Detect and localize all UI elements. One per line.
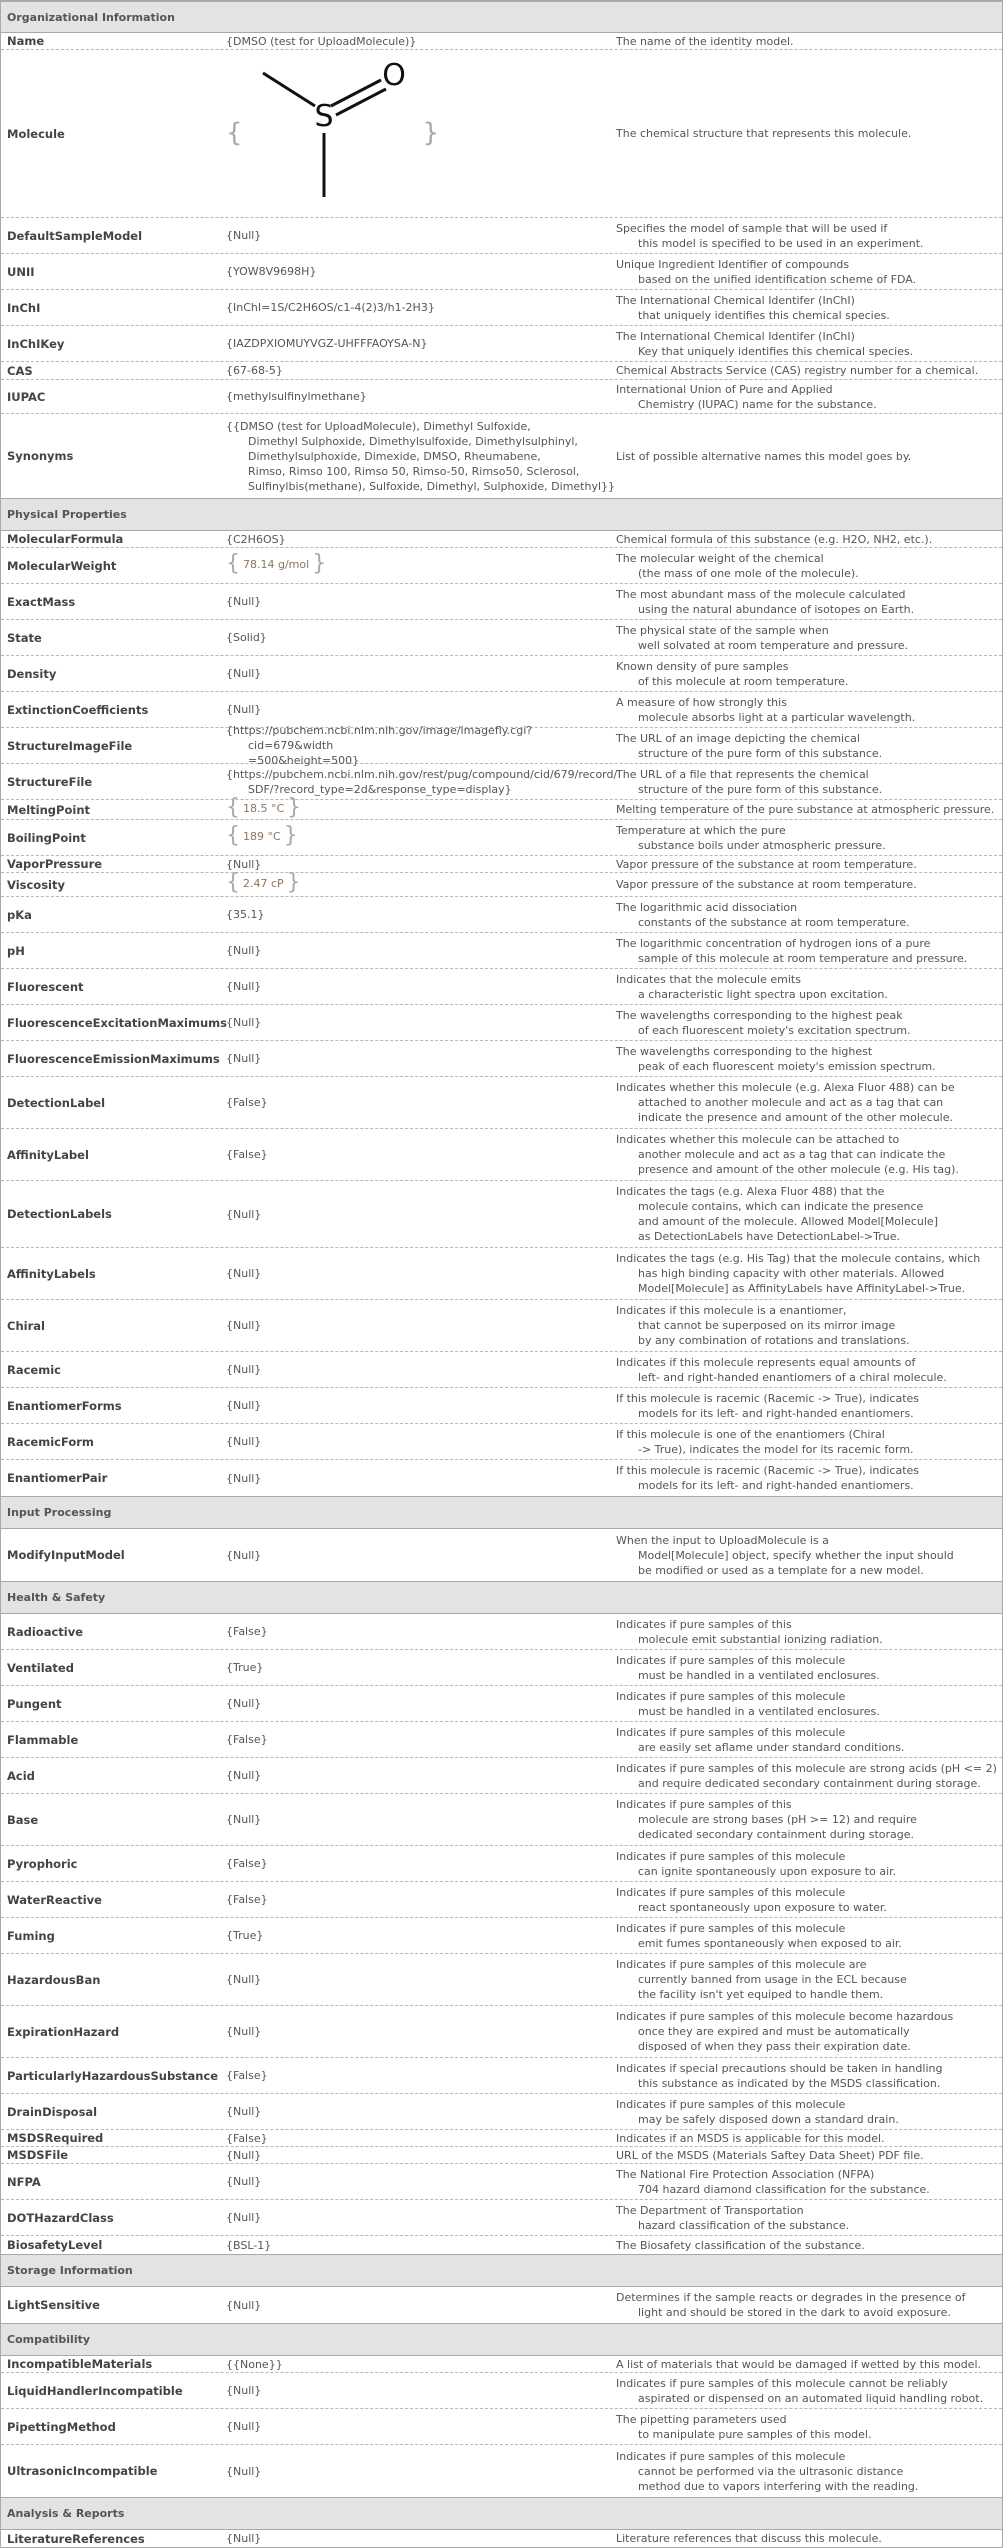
table-row (1, 584, 1002, 620)
property-value: {False} (226, 2131, 268, 2145)
table-row (1, 2200, 1002, 2236)
property-name: Racemic (7, 1362, 61, 1377)
table-row (1, 2130, 1002, 2147)
property-name: InChI (7, 300, 41, 315)
property-value: {https://pubchem.ncbi.nlm.nih.gov/rest/pug/compound/cid/679/record/ SDF/?record_type=2d&response_type=display} (226, 767, 618, 796)
property-description: Indicates if special precautions should be taken in handling this substance as indicated by the MSDS classification. (616, 2061, 943, 2090)
table-row (1, 969, 1002, 1005)
section-header-physical (1, 498, 1002, 531)
property-name: Viscosity (7, 877, 65, 892)
section-title: Physical Properties (7, 508, 127, 521)
property-value: {35.1} (226, 908, 265, 921)
property-description: Indicates if pure samples of this molecule are strong bases (pH >= 12) and require dedicated secondary containment during storage. (616, 1798, 917, 1841)
property-description: Indicates the tags (e.g. His Tag) that the molecule contains, which has high binding capacity with other materials. Allowed Model[Molecule] as AffinityLabels have AffinityLabel->True. (616, 1252, 981, 1295)
table-row (1, 1129, 1002, 1181)
property-description: Indicates if pure samples of this molecule become hazardous once they are expired and must be automatically disposed of when they pass their expiration date. (616, 2010, 954, 2053)
table-row (1, 724, 1002, 767)
property-value: {Null} (226, 229, 262, 242)
property-value: {Null} (226, 667, 262, 680)
property-description: The logarithmic concentration of hydrogen ions of a pure sample of this molecule at room temperature and pressure. (616, 936, 968, 965)
property-name: MSDSRequired (7, 2131, 104, 2145)
property-description: Chemical formula of this substance (e.g. H2O, NH2, etc.). (616, 532, 933, 546)
property-value: {Null} (226, 2420, 262, 2433)
property-description: The Biosafety classification of the substance. (616, 2238, 865, 2252)
property-description: A list of materials that would be damaged if wetted by this model. (616, 2357, 982, 2371)
table-row (1, 820, 1002, 856)
property-value: {Solid} (226, 631, 267, 644)
property-name: MSDSFile (7, 2148, 69, 2162)
table-row (1, 326, 1002, 362)
quantity-value: 78.14 g/mol (243, 557, 310, 571)
property-name: WaterReactive (7, 1892, 102, 1907)
property-description: A measure of how strongly this molecule absorbs light at a particular wavelength. (616, 695, 916, 724)
property-value: {False} (226, 1625, 268, 1638)
property-name: ModifyInputModel (7, 1548, 125, 1562)
table-row (1, 290, 1002, 326)
property-name: Pungent (7, 1696, 62, 1711)
property-value: {Null} (226, 2384, 262, 2397)
property-value: { 18.5 °C } (226, 794, 302, 820)
property-value: {{None}} (226, 2357, 283, 2371)
table-row (1, 1248, 1002, 1300)
table-row (1, 2409, 1002, 2445)
property-value: {DMSO (test for UploadMolecule)} (226, 34, 417, 48)
property-description: The URL of a file that represents the chemical structure of the pure form of this substance. (616, 767, 883, 796)
table-row (1, 531, 1002, 548)
table-row (1, 2356, 1002, 2373)
property-value: {True} (226, 1661, 264, 1674)
section-title: Storage Information (7, 2264, 133, 2277)
property-description: Indicates whether this molecule can be attached to another molecule and act as a tag that can indicate the presence and amount of the other molecule (e.g. His tag). (616, 1133, 959, 1176)
table-row (1, 33, 1002, 50)
molecule-structure (226, 50, 616, 217)
property-description: Indicates if pure samples of this molecule emit substantial ionizing radiation. (616, 1617, 883, 1646)
table-row (1, 869, 1002, 897)
property-description: Indicates that the molecule emits a characteristic light spectra upon excitation. (616, 972, 888, 1001)
property-value: {Null} (226, 1548, 262, 1562)
property-value: {Null} (226, 2148, 262, 2162)
table-row (1, 1077, 1002, 1129)
property-description: The wavelengths corresponding to the highest peak of each fluorescent moiety's excitation spectrum. (616, 1008, 911, 1037)
property-name: IUPAC (7, 389, 46, 404)
property-name: BiosafetyLevel (7, 2238, 103, 2252)
property-description: List of possible alternative names this model goes by. (616, 449, 912, 463)
table-row (1, 50, 1002, 218)
property-description: Indicates if pure samples of this molecule cannot be reliably aspirated or dispensed on an automated liquid handling robot. (616, 2376, 984, 2405)
table-row (1, 1794, 1002, 1846)
property-description: Indicates if pure samples of this molecule can ignite spontaneously upon exposure to air. (616, 1849, 897, 1878)
property-name: StructureFile (7, 774, 93, 789)
property-name: ExpirationHazard (7, 2024, 120, 2039)
property-name: AffinityLabels (7, 1266, 96, 1281)
property-value: { 78.14 g/mol } (226, 550, 327, 576)
property-name: LightSensitive (7, 2298, 100, 2312)
quantity-value: 189 °C (243, 829, 281, 843)
section-header-compatibility (1, 2323, 1002, 2356)
property-name: Molecule (7, 126, 65, 141)
table-row (1, 1686, 1002, 1722)
property-name: Synonyms (7, 449, 74, 463)
property-value: {Null} (226, 1399, 262, 1412)
property-value: {https://pubchem.ncbi.nlm.nih.gov/image/imagefly.cgi?cid=679&width =500&height=500} (226, 724, 533, 767)
quantity-value: 18.5 °C (243, 801, 285, 815)
section-title: Compatibility (7, 2333, 91, 2346)
table-row (1, 1954, 1002, 2006)
property-value: {Null} (226, 1363, 262, 1376)
table-row (1, 2058, 1002, 2094)
property-description: If this molecule is one of the enantiomers (Chiral -> True), indicates the model for its racemic form. (616, 1427, 914, 1456)
property-description: Determines if the sample reacts or degrades in the presence of light and should be stored in the dark to avoid exposure. (616, 2291, 966, 2319)
property-name: HazardousBan (7, 1972, 101, 1987)
property-description: Indicates if pure samples of this molecule must be handled in a ventilated enclosures. (616, 1689, 880, 1718)
property-description: Chemical Abstracts Service (CAS) registry number for a chemical. (616, 364, 979, 377)
property-name: IncompatibleMaterials (7, 2357, 153, 2371)
property-name: MeltingPoint (7, 802, 90, 817)
property-value: {BSL-1} (226, 2238, 272, 2252)
property-description: Indicates if pure samples of this molecule react spontaneously upon exposure to water. (616, 1885, 887, 1914)
table-row (1, 1388, 1002, 1424)
property-name: Acid (7, 1768, 35, 1783)
property-name: VaporPressure (7, 857, 103, 871)
table-row (1, 1460, 1002, 1496)
molecule-drawing (243, 51, 423, 217)
property-value: {Null} (226, 1319, 262, 1332)
property-name: Flammable (7, 1732, 79, 1747)
property-value: {Null} (226, 1769, 262, 1782)
property-description: Indicates if pure samples of this molecule are currently banned from usage in the ECL because the facility isn't yet equiped to handle them. (616, 1958, 907, 2001)
property-name: AffinityLabel (7, 1147, 89, 1162)
property-description: Literature references that discuss this molecule. (616, 2532, 882, 2545)
property-description: The name of the identity model. (616, 34, 794, 48)
table-row (1, 856, 1002, 873)
table-row (1, 414, 1002, 498)
property-name: pH (7, 943, 25, 958)
table-row (1, 656, 1002, 692)
property-value: {Null} (226, 2532, 262, 2545)
atom-oxygen: O (381, 57, 406, 93)
property-description: Indicates if this molecule is a enantiomer, that cannot be superposed on its mirror image by any combination of rotations and translations. (616, 1304, 910, 1347)
property-value: {C2H6OS} (226, 532, 286, 546)
table-row (1, 1181, 1002, 1248)
table-row (1, 1882, 1002, 1918)
property-value: {Null} (226, 980, 262, 993)
property-value: {InChI=1S/C2H6OS/c1-4(2)3/h1-2H3} (226, 301, 435, 314)
property-value: {Null} (226, 2025, 262, 2038)
table-row (1, 2094, 1002, 2130)
property-name: DrainDisposal (7, 2104, 98, 2119)
property-name: NFPA (7, 2174, 41, 2189)
section-title: Analysis & Reports (7, 2507, 125, 2520)
property-name: EnantiomerPair (7, 1471, 108, 1485)
property-name: Radioactive (7, 1624, 84, 1639)
property-value: {Null} (226, 1052, 262, 1065)
section-title: Input Processing (7, 1506, 112, 1519)
section-header-organizational (1, 1, 1002, 33)
table-row (1, 2164, 1002, 2200)
property-description: Known density of pure samples of this molecule at room temperature. (616, 659, 849, 688)
property-value: {Null} (226, 857, 262, 871)
property-value: {False} (226, 2069, 268, 2082)
table-row (1, 1846, 1002, 1882)
property-description: Indicates if an MSDS is applicable for this model. (616, 2131, 885, 2145)
property-description: The most abundant mass of the molecule calculated using the natural abundance of isotopes on Earth. (616, 587, 915, 616)
section-header-analysis (1, 2497, 1002, 2530)
table-row (1, 362, 1002, 380)
property-value: {False} (226, 1096, 268, 1109)
property-value: {Null} (226, 2464, 262, 2478)
property-name: LiteratureReferences (7, 2531, 145, 2546)
section-title: Organizational Information (7, 10, 175, 24)
property-description: The International Chemical Identifer (InChI) that uniquely identifies this chemical species. (616, 293, 890, 322)
property-name: UltrasonicIncompatible (7, 2464, 158, 2478)
property-description: Indicates if pure samples of this molecule are strong acids (pH <= 2) and require dedicated secondary containment during storage. (616, 1761, 997, 1790)
table-row (1, 2147, 1002, 2164)
property-name: BoilingPoint (7, 830, 86, 845)
property-name: Base (7, 1812, 39, 1827)
property-value: {YOW8V9698H} (226, 265, 317, 278)
table-row (1, 1352, 1002, 1388)
property-name: ExactMass (7, 594, 76, 609)
table-row (1, 2530, 1002, 2547)
section-title: Health & Safety (7, 1591, 106, 1604)
property-value: {Null} (226, 2105, 262, 2118)
property-description: The National Fire Protection Association (NFPA) 704 hazard diamond classification for the substance. (616, 2167, 930, 2196)
quantity-value: 2.47 cP (243, 876, 284, 890)
property-value: {Null} (226, 1207, 262, 1221)
property-value: {methylsulfinylmethane} (226, 390, 367, 403)
property-name: DetectionLabel (7, 1095, 106, 1110)
property-value: {Null} (226, 1016, 262, 1029)
property-name: DOTHazardClass (7, 2210, 114, 2225)
property-name: InChIKey (7, 336, 65, 351)
property-value: {67-68-5} (226, 364, 283, 377)
property-name: Density (7, 666, 57, 681)
property-description: Unique Ingredient Identifier of compounds based on the unified identification scheme of FDA. (616, 257, 917, 286)
property-value: {Null} (226, 1267, 262, 1280)
property-name: UNII (7, 264, 35, 279)
property-description: Indicates if pure samples of this molecule must be handled in a ventilated enclosures. (616, 1653, 880, 1682)
property-name: MolecularWeight (7, 558, 117, 573)
property-description: The International Chemical Identifer (InChI) Key that uniquely identifies this chemical species. (616, 329, 914, 358)
table-row (1, 1005, 1002, 1041)
property-value: {Null} (226, 944, 262, 957)
section-header-storage (1, 2254, 1002, 2287)
property-value: {True} (226, 1929, 264, 1942)
property-description: Vapor pressure of the substance at room temperature. (616, 857, 917, 871)
property-name: Fluorescent (7, 979, 84, 994)
property-description: URL of the MSDS (Materials Saftey Data Sheet) PDF file. (616, 2148, 924, 2162)
table-row (1, 2006, 1002, 2058)
property-description: The Department of Transportation hazard classification of the substance. (616, 2203, 850, 2232)
property-name: CAS (7, 363, 33, 378)
property-value: {Null} (226, 1813, 262, 1826)
property-value: {IAZDPXIOMUYVGZ-UHFFFAOYSA-N} (226, 337, 428, 350)
property-value: {Null} (226, 1435, 262, 1448)
table-row (1, 2445, 1002, 2497)
property-description: The molecular weight of the chemical (the mass of one mole of the molecule). (616, 551, 859, 580)
property-description: Vapor pressure of the substance at room temperature. (616, 878, 917, 891)
table-row (1, 1300, 1002, 1352)
property-description: Specifies the model of sample that will be used if this model is specified to be used in an experiment. (616, 221, 924, 250)
table-row (1, 548, 1002, 584)
property-description: If this molecule is racemic (Racemic -> True), indicates models for its left- and right-handed enantiomers. (616, 1391, 920, 1420)
property-description: Indicates the tags (e.g. Alexa Fluor 488) that the molecule contains, which can indicate the presence and amount of the molecule. Allowed Model[Molecule] as DetectionLabels have DetectionLabel->True. (616, 1185, 938, 1243)
atom-sulfur: S (314, 98, 334, 134)
property-description: Indicates if this molecule represents equal amounts of left- and right-handed enantiomers of a chiral molecule. (616, 1355, 947, 1384)
property-description: The wavelengths corresponding to the highest peak of each fluorescent moiety's emission spectrum. (616, 1044, 936, 1073)
property-name: StructureImageFile (7, 738, 133, 753)
table-row (1, 2287, 1002, 2323)
table-row (1, 380, 1002, 414)
property-value: {False} (226, 1857, 268, 1870)
property-description: Indicates if pure samples of this molecule may be safely disposed down a standard drain. (616, 2097, 899, 2126)
property-name: State (7, 630, 42, 645)
property-value: {Null} (226, 595, 262, 608)
property-description: Indicates if pure samples of this molecule are easily set aflame under standard conditions. (616, 1725, 905, 1754)
table-row (1, 1650, 1002, 1686)
open-brace: { (226, 118, 243, 148)
property-name: FluorescenceExcitationMaximums (7, 1015, 227, 1030)
property-value: {Null} (226, 1973, 262, 1986)
property-name: EnantiomerForms (7, 1398, 122, 1413)
property-description: Indicates whether this molecule (e.g. Alexa Fluor 488) can be attached to another molecule and act as a tag that can indicate the presence and amount of the other molecule. (616, 1081, 955, 1124)
property-name: pKa (7, 907, 32, 922)
property-name: FluorescenceEmissionMaximums (7, 1051, 220, 1066)
property-value: {False} (226, 1148, 268, 1161)
property-description: Indicates if pure samples of this molecule emit fumes spontaneously when exposed to air. (616, 1921, 902, 1950)
property-name: Ventilated (7, 1660, 74, 1675)
property-value: {Null} (226, 1697, 262, 1710)
property-name: Fuming (7, 1928, 55, 1943)
table-row (1, 933, 1002, 969)
property-name: DetectionLabels (7, 1207, 112, 1221)
table-row (1, 1041, 1002, 1077)
property-name: PipettingMethod (7, 2419, 116, 2434)
table-row (1, 1722, 1002, 1758)
property-value: {False} (226, 1733, 268, 1746)
property-value: {Null} (226, 703, 262, 716)
property-description: The logarithmic acid dissociation constants of the substance at room temperature. (616, 900, 910, 929)
property-value: {{DMSO (test for UploadMolecule), Dimethyl Sulfoxide, Dimethyl Sulphoxide, Dimethylsulfoxide, Dimethylsulphinyl, Dimethylsulphoxide, Dimexide, DMSO, Rheumabene, Rimso, Rimso 100, Rimso 50, Rimso-50, Rimso50, Sclerosol, Sulfinylbis(methane), Sulfoxide, Dimethyl, Sulphoxide, Dimethyl}} (226, 419, 616, 493)
table-row (1, 897, 1002, 933)
property-description: The chemical structure that represents this molecule. (616, 127, 912, 140)
property-description: Melting temperature of the pure substance at atmospheric pressure. (616, 803, 995, 816)
table-row (1, 218, 1002, 254)
property-name: Chiral (7, 1318, 45, 1333)
property-name: ParticularlyHazardousSubstance (7, 2068, 219, 2083)
table-row (1, 1758, 1002, 1794)
section-header-input-processing (1, 1496, 1002, 1529)
table-row (1, 1918, 1002, 1954)
property-name: LiquidHandlerIncompatible (7, 2383, 183, 2398)
table-row (1, 1614, 1002, 1650)
table-row (1, 2236, 1002, 2254)
property-name: DefaultSampleModel (7, 228, 143, 243)
property-name: ExtinctionCoefficients (7, 702, 149, 717)
property-value: {Null} (226, 2211, 262, 2224)
property-name: Name (7, 34, 45, 48)
property-description: Indicates if pure samples of this molecule cannot be performed via the ultrasonic distance method due to vapors interfering with the reading. (616, 2449, 919, 2493)
property-value: { 2.47 cP } (226, 869, 301, 895)
property-name: Pyrophoric (7, 1856, 78, 1871)
table-row (1, 1424, 1002, 1460)
property-name: RacemicForm (7, 1434, 94, 1449)
property-value: {Null} (226, 2175, 262, 2188)
property-value: {False} (226, 1893, 268, 1906)
close-brace: } (422, 118, 440, 148)
table-row (1, 794, 1002, 820)
table-row (1, 254, 1002, 290)
property-value: {Null} (226, 1471, 262, 1485)
property-description: International Union of Pure and Applied Chemistry (IUPAC) name for the substance. (616, 382, 877, 411)
property-description: When the input to UploadMolecule is a Model[Molecule] object, specify whether the input should be modified or used as a template for a new model. (616, 1533, 954, 1577)
section-header-health-safety (1, 1581, 1002, 1614)
table-row (1, 764, 1002, 800)
property-description: Temperature at which the pure substance boils under atmospheric pressure. (616, 823, 886, 852)
table-row (1, 2373, 1002, 2409)
property-value: {Null} (226, 2298, 262, 2312)
property-name: MolecularFormula (7, 532, 124, 546)
table-row (1, 620, 1002, 656)
property-description: The URL of an image depicting the chemical structure of the pure form of this substance. (616, 731, 883, 760)
property-description: If this molecule is racemic (Racemic -> True), indicates models for its left- and right-handed enantiomers. (616, 1464, 920, 1492)
property-description: The pipetting parameters used to manipulate pure samples of this model. (616, 2412, 872, 2441)
property-value: { 189 °C } (226, 822, 298, 848)
property-description: The physical state of the sample when well solvated at room temperature and pressure. (616, 623, 909, 652)
table-row (1, 1529, 1002, 1581)
